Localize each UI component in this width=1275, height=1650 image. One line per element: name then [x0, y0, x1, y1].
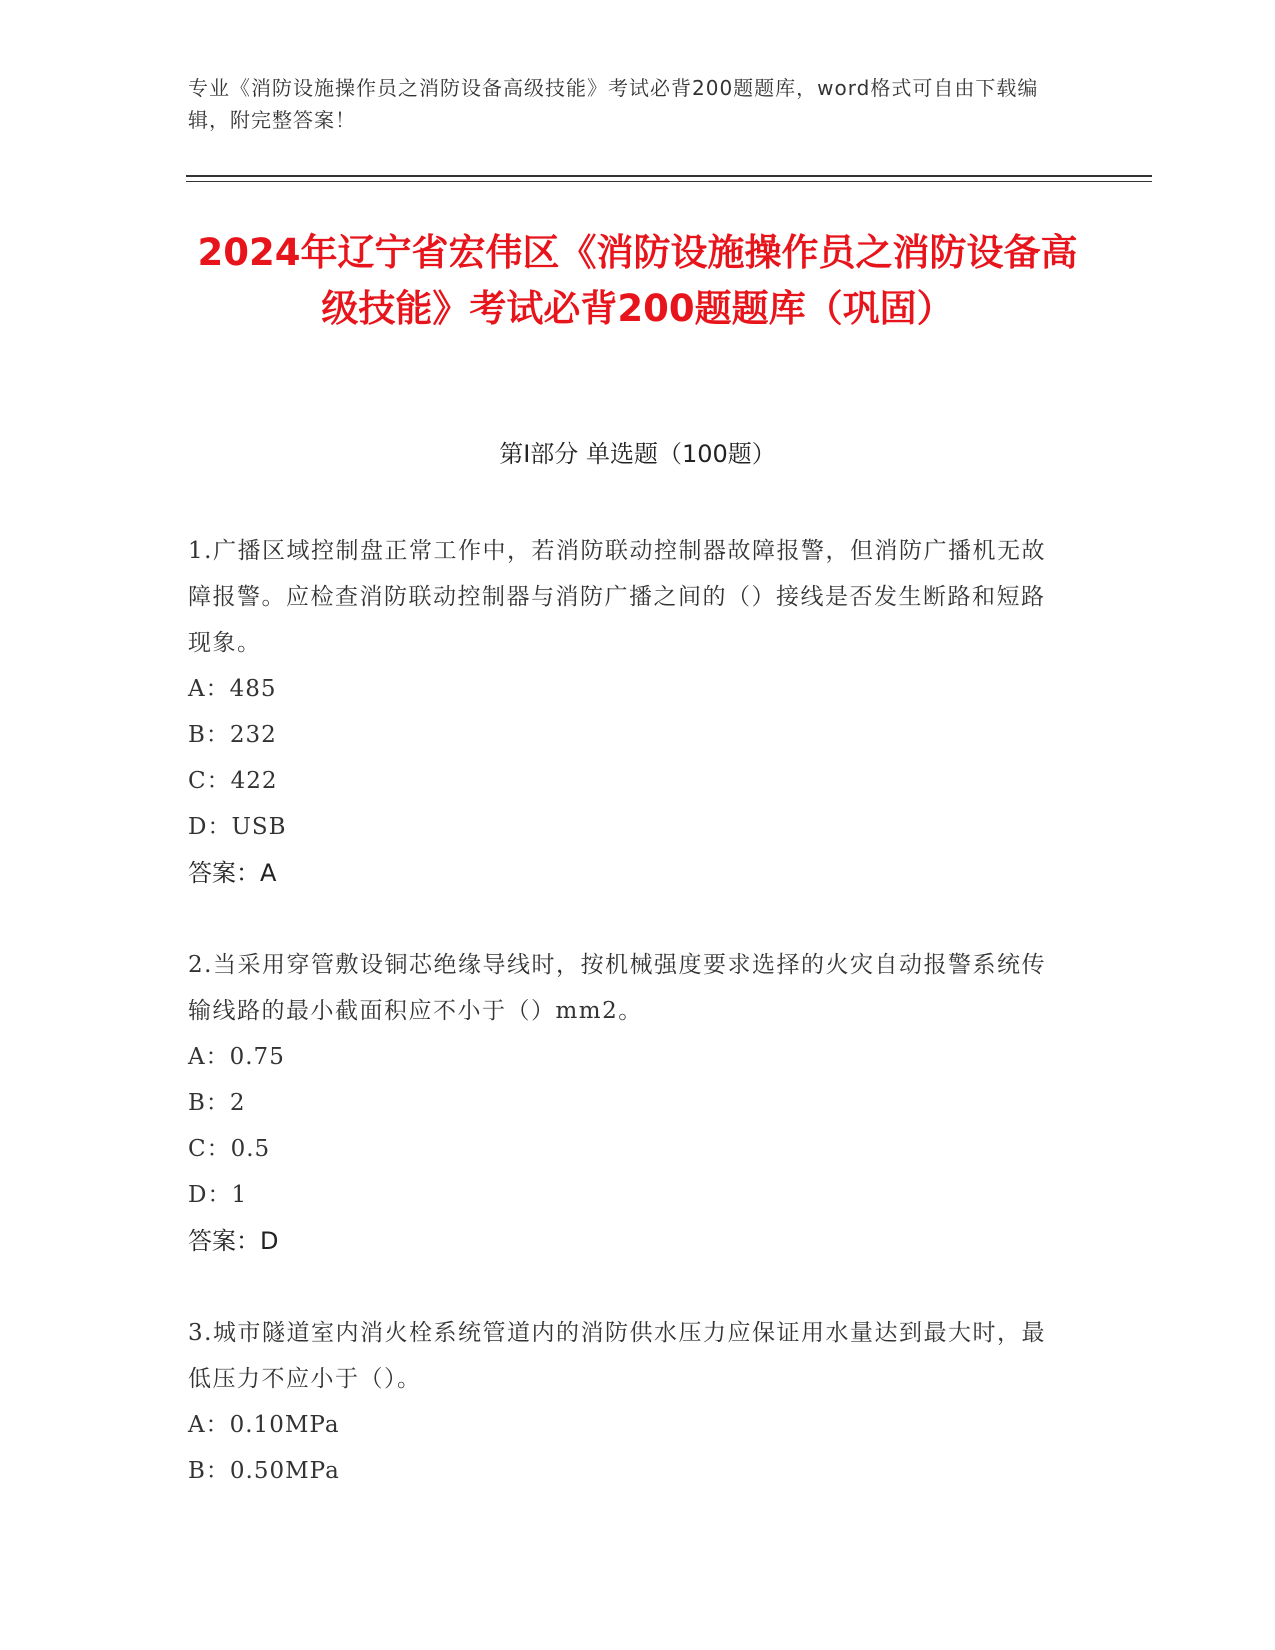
question-stem: 2.当采用穿管敷设铜芯绝缘导线时，按机械强度要求选择的火灾自动报警系统传输线路的最小截面积应不小于（）mm2。 [188, 952, 1046, 1024]
answer-line: 答案：A [188, 859, 277, 887]
option-d: D：1 [188, 1182, 248, 1208]
question-3 [188, 1310, 1068, 1494]
option-b: B：2 [188, 1090, 246, 1116]
option-a: A：0.75 [188, 1044, 285, 1070]
option-c: C：422 [188, 768, 278, 794]
document-title: 2024年辽宁省宏伟区《消防设施操作员之消防设备高级技能》考试必背200题题库（巩固） [197, 231, 1078, 330]
option-b: B：0.50MPa [188, 1458, 340, 1484]
question-1 [188, 528, 1068, 896]
header-note: 专业《消防设施操作员之消防设备高级技能》考试必背200题题库，word格式可自由下载编辑，附完整答案！ [188, 76, 1039, 132]
header-divider-thick [186, 175, 1152, 177]
option-b: B：232 [188, 722, 277, 748]
question-2 [188, 942, 1068, 1264]
question-list [188, 528, 1068, 1540]
question-stem: 1.广播区域控制盘正常工作中，若消防联动控制器故障报警，但消防广播机无故障报警。应检查消防联动控制器与消防广播之间的（）接线是否发生断路和短路现象。 [188, 538, 1046, 656]
option-a: A：485 [188, 676, 277, 702]
option-d: D：USB [188, 814, 287, 840]
header-divider-thin [186, 181, 1152, 182]
option-c: C：0.5 [188, 1136, 271, 1162]
option-a: A：0.10MPa [188, 1412, 340, 1438]
answer-line: 答案：D [188, 1227, 279, 1255]
question-stem: 3.城市隧道室内消火栓系统管道内的消防供水压力应保证用水量达到最大时，最低压力不应小于（）。 [188, 1320, 1046, 1392]
section-title: 第I部分 单选题（100题） [499, 440, 776, 468]
